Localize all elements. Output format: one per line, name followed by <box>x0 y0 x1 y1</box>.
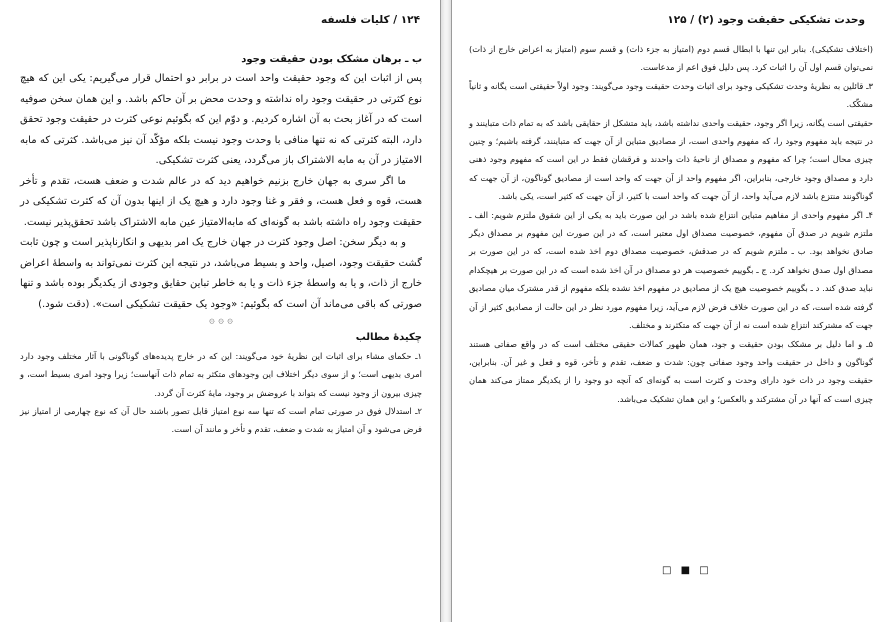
section-heading: ب ـ برهان مشکک بودن حقیقت وجود <box>241 54 422 65</box>
summary-item: ۳ـ قائلین به نظریهٔ وحدت تشکیکی وجود برای اثبات وحدت حقیقت وجود می‌گویند: وجود اولاً حقیقتی است یگانه و ثانیاً مشکّک. <box>469 80 873 110</box>
book-gutter <box>440 0 452 622</box>
end-marker: □ ■ □ <box>662 565 712 576</box>
right-body <box>469 40 873 408</box>
paragraph: و به دیگر سخن: اصل وجود کثرت در جهان خارج یک امر بدیهی و انکارناپذیر است و چون ثابت گشت حقیقت وجود، اصیل، واحد و بسیط می‌باشد، در نتیجه این کثرت نمی‌تواند به واسطهٔ اعراض خارج از ذات، و یا به واسطهٔ جزء ذات و یا به خاطر تباین حقایق وجودی از یکدیگر بوده باشد و تنها صورتی که باقی می‌ماند آن است که بگوئیم: «وجود یک حقیقت تشکیکی است». (دقت شود.) <box>19 237 422 310</box>
summary-item: حقیقتی است یگانه، زیرا اگر وجود، حقیقت واحدی نداشته باشد، باید متشکل از حقایقی باشد که به تمام ذات متباینند و در نتیجه باید مفهوم وجود را، که مفهوم واحدی است، از مصادیق متباین از آن جهت که متباینند، گرفته باشیم؛ و چنین چیزی محال است؛ چرا که مفهوم و مصداق از ناحیهٔ ذات واحدند و فرقشان فقط در این است که مفهوم وجود ذهنی دارد و مصداق وجود خارجی، بنابراین، اگر مفهوم واحد از آن جهت که واحد است از مصادیق گوناگون، از آن جهت که گوناگونند منتزع باشد لازم می‌آید واحد، از آن جهت که واحد است با کثیر، از آن جهت که کثیر است، یکی باشد. <box>469 117 873 202</box>
paragraph: پس از اثبات این که وجود حقیقت واحد است در برابر دو احتمال قرار می‌گیریم: یکی این که هیچ نوع کثرتی در حقیقت وجود راه نداشته و وحدت محض بر آن حاکم باشد. و این همان سخن صوفیه است که در آغاز بحث به آن اشاره کردیم. و دوّم این که بگوئیم نوعی کثرت در حقیقت وجود تحقق دارد، البته کثرتی که نه تنها منافی با وحدت وجود نیست بلکه مؤکّد آن نیز می‌باشد. کثرتی که مابه الامتیاز در آن به مابه الاشتراک باز می‌گردد، یعنی کثرت تشکیکی. <box>20 73 422 166</box>
paragraph: ما اگر سری به جهان خارج بزنیم خواهیم دید که در عالم شدت و ضعف هست، تقدم و تأخر هست، قوه و فعل هست، و فقر و غنا وجود دارد و هیچ یک از اینها بدون آن که کثرت تشکیکی در حقیقت وجود راه داشته باشد به گونه‌ای که مابه‌الامتیاز عین مابه الاشتراک باشد تحقق‌پذیر نیست. <box>20 175 422 228</box>
right-page <box>452 0 891 622</box>
summary-item: ۵ـ و اما دلیل بر مشکک بودن حقیقت و جود، همان ظهور کمالات حقیقی مختلف است که در واقع صفاتی هستند گوناگون و داخل در حقیقت واحد وجود صفاتی چون: شدت و ضعف، تقدم و تأخر، قوه و فعل و غیر آن. بنابراین، حقیقت وجود در ذات خود دارای وحدت و کثرت است به گونه‌ای که آنچه دو وجود را از یکدیگر ممتاز می‌کند همان چیزی است که آنها در آن مشترکند و بالعکس؛ و این همان تشکیک می‌باشد. <box>469 338 873 404</box>
summary-item: ۲ـ استدلال فوق در صورتی تمام است که تنها سه نوع امتیاز قابل تصور باشند حال آن که نوع چهارمی از امتیاز نیز فرض می‌شود و آن امتیاز به شدت و ضعف، تقدم و تأخر و مانند آن است. <box>20 405 422 435</box>
left-running-header: ۱۲۴ / کلیات فلسفه <box>321 14 420 26</box>
summary-item: ۱ـ حکمای مشاء برای اثبات این نظریهٔ خود می‌گویند: این که در خارج پدیده‌های گوناگونی با آثار مختلف وجود دارد امری بدیهی است؛ و از سوی دیگر اختلاف این وجودهای متکثر به تمام ذات آنهاست؛ زیرا وجود امری بسیط است، و چیزی بیرون از وجود نیست که بتواند با عروضش بر وجود، مایهٔ کثرت آن گردد. <box>20 351 422 398</box>
left-page <box>0 0 440 622</box>
summary-item: ۴ـ اگر مفهوم واحدی از مفاهیم متباین انتزاع شده باشد در این صورت باید به یکی از این شقوق ملتزم شویم: الف ـ ملتزم شویم در صدق آن مفهوم، خصوصیت مصداق اول معتبر است، که در این صورت این مفهوم بر مصداق دیگر صادق نخواهد بود. ب ـ ملتزم شویم که در صدقش، خصوصیت مصداق دوم اخذ شده است، که در این صورت بر مصداق اول صدق نخواهد کرد. ج ـ بگوییم خصوصیت هر دو مصداق در آن اخذ شده است که در این صورت بر هیچکدام نباید صدق کند. د ـ بگوییم خصوصیت هیچ یک از مصادیق در مفهوم اخذ نشده بلکه مفهوم از قدر مشترک میان مصادیق گرفته شده است، که در این صورت خلاف فرض لازم می‌آید، زیرا مفهوم مورد نظر در این حالت از مصادیق کثیر از آن جهت که مشترکند انتزاع شده است نه از آن جهت که متکثرند و مختلف. <box>469 209 873 331</box>
right-running-header: وحدت تشکیکی حقیقت وجود (۲) / ۱۲۵ <box>667 14 865 26</box>
left-body <box>20 52 422 438</box>
section-separator: ۞ ۞ ۞ <box>209 315 233 326</box>
summary-heading: چکیدهٔ مطالب <box>355 332 422 343</box>
summary-item: (اختلاف تشکیکی). بنابر این تنها با ابطال قسم دوم (امتیاز به جزء ذات) و قسم سوم (امتیاز به اعراض خارج از ذات) نمی‌توان قسم اول آن را اثبات کرد. پس دلیل فوق اعم از مدعاست. <box>469 44 873 73</box>
